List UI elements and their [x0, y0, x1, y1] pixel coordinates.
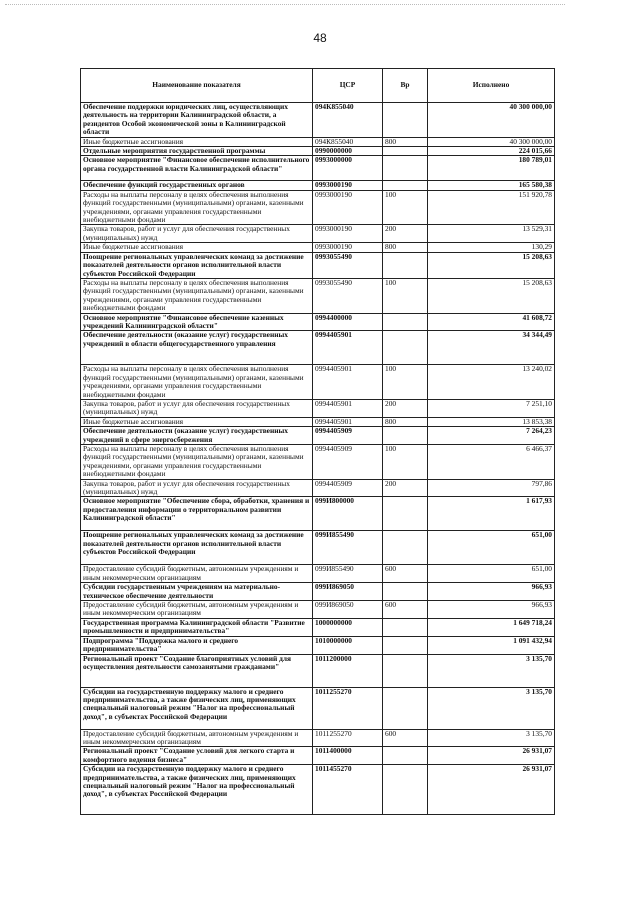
row-vr-code: 200	[383, 225, 428, 243]
row-csr-code: 094К855040	[313, 103, 383, 138]
row-executed-amount: 1 617,93	[428, 497, 555, 531]
table-row	[81, 531, 555, 565]
row-csr-code: 0994405909	[313, 427, 383, 445]
table-body	[81, 103, 555, 815]
row-vr-code	[383, 156, 428, 181]
table-row	[81, 225, 555, 243]
row-executed-amount: 1 091 432,94	[428, 636, 555, 654]
row-indicator-name: Расходы на выплаты персоналу в целях обеспечения выполнения функций государственными (муниципальными) органами, казенными учреждениями, органами управления государственными внебюджетными фондами	[81, 278, 313, 313]
row-indicator-name: Предоставление субсидий бюджетным, автономным учреждениям и иным некоммерческим организациям	[81, 601, 313, 619]
table-row	[81, 747, 555, 765]
row-vr-code	[383, 531, 428, 565]
row-vr-code: 800	[383, 243, 428, 252]
table-row	[81, 565, 555, 583]
row-executed-amount: 180 789,01	[428, 156, 555, 181]
row-indicator-name: Субсидии на государственную поддержку малого и среднего предпринимательства, а также физических лиц, применяющих специальный налоговый режим "Налог на профессиональный доход", в субъектах Российской Федерации	[81, 687, 313, 729]
page-number: 48	[313, 31, 327, 45]
table-row	[81, 278, 555, 313]
row-csr-code: 0994405901	[313, 365, 383, 400]
row-indicator-name: Предоставление субсидий бюджетным, автономным учреждениям и иным некоммерческим организациям	[81, 565, 313, 583]
row-executed-amount: 151 920,78	[428, 190, 555, 225]
row-executed-amount: 15 208,63	[428, 278, 555, 313]
table-row	[81, 427, 555, 445]
row-executed-amount: 651,00	[428, 531, 555, 565]
row-indicator-name: Региональный проект "Создание благоприятных условий для осуществления деятельности самозанятыми гражданами"	[81, 654, 313, 687]
row-vr-code: 200	[383, 399, 428, 417]
table-row	[81, 331, 555, 365]
row-indicator-name: Предоставление субсидий бюджетным, автономным учреждениям и иным некоммерческим организациям	[81, 729, 313, 747]
row-csr-code: 0994405909	[313, 445, 383, 480]
row-indicator-name: Поощрение региональных управленческих команд за достижение показателей деятельности органов исполнительной власти субъектов Российской Федерации	[81, 531, 313, 565]
table-row	[81, 417, 555, 426]
row-vr-code	[383, 654, 428, 687]
row-vr-code	[383, 765, 428, 815]
row-csr-code: 1011200000	[313, 654, 383, 687]
row-indicator-name: Субсидии на государственную поддержку малого и среднего предпринимательства, а также физических лиц, применяющих специальный налоговый режим "Налог на профессиональный доход", в субъектах Российской Федерации	[81, 765, 313, 815]
row-indicator-name: Закупка товаров, работ и услуг для обеспечения государственных (муниципальных) нужд	[81, 399, 313, 417]
row-vr-code	[383, 103, 428, 138]
row-csr-code: 0993000000	[313, 156, 383, 181]
row-executed-amount: 34 344,49	[428, 331, 555, 365]
row-indicator-name: Закупка товаров, работ и услуг для обеспечения государственных (муниципальных) нужд	[81, 479, 313, 497]
row-executed-amount: 1 649 718,24	[428, 618, 555, 636]
row-csr-code: 0993000190	[313, 225, 383, 243]
row-indicator-name: Региональный проект "Создание условий для легкого старта и комфортного ведения бизнеса"	[81, 747, 313, 765]
row-indicator-name: Основное мероприятие "Обеспечение сбора, обработки, хранения и предоставления информации о территориальном развитии Калининградской области"	[81, 497, 313, 531]
budget-table	[80, 68, 555, 815]
row-executed-amount: 26 931,07	[428, 747, 555, 765]
row-executed-amount: 966,93	[428, 601, 555, 619]
table-row	[81, 636, 555, 654]
row-csr-code: 099И869050	[313, 601, 383, 619]
row-csr-code: 0994405901	[313, 331, 383, 365]
row-indicator-name: Обеспечение функций государственных органов	[81, 181, 313, 190]
table-row	[81, 365, 555, 400]
table-row	[81, 156, 555, 181]
row-vr-code	[383, 313, 428, 331]
table-row	[81, 497, 555, 531]
row-vr-code	[383, 747, 428, 765]
row-executed-amount: 6 466,37	[428, 445, 555, 480]
row-csr-code: 0990000000	[313, 147, 383, 156]
header-csr: ЦСР	[313, 69, 383, 103]
table-row	[81, 137, 555, 146]
row-vr-code: 800	[383, 137, 428, 146]
row-executed-amount: 7 264,23	[428, 427, 555, 445]
table-row	[81, 618, 555, 636]
row-indicator-name: Обеспечение деятельности (оказание услуг) государственных учреждений в сфере энергосбережения	[81, 427, 313, 445]
table-row	[81, 445, 555, 480]
row-executed-amount: 165 580,38	[428, 181, 555, 190]
table-row	[81, 479, 555, 497]
row-indicator-name: Расходы на выплаты персоналу в целях обеспечения выполнения функций государственными (муниципальными) органами, казенными учреждениями, органами управления государственными внебюджетными фондами	[81, 445, 313, 480]
row-executed-amount: 966,93	[428, 583, 555, 601]
row-executed-amount: 797,86	[428, 479, 555, 497]
row-csr-code: 0994405909	[313, 479, 383, 497]
row-executed-amount: 13 240,02	[428, 365, 555, 400]
table-row	[81, 765, 555, 815]
row-vr-code	[383, 181, 428, 190]
row-csr-code: 0994405901	[313, 417, 383, 426]
row-csr-code: 0993000190	[313, 190, 383, 225]
row-vr-code: 100	[383, 278, 428, 313]
row-csr-code: 099И855490	[313, 531, 383, 565]
table-row	[81, 601, 555, 619]
row-csr-code: 1011255270	[313, 729, 383, 747]
table-row	[81, 181, 555, 190]
row-csr-code: 094К855040	[313, 137, 383, 146]
row-executed-amount: 651,00	[428, 565, 555, 583]
row-csr-code: 0994400000	[313, 313, 383, 331]
row-executed-amount: 26 931,07	[428, 765, 555, 815]
row-executed-amount: 41 608,72	[428, 313, 555, 331]
row-vr-code: 100	[383, 365, 428, 400]
header-executed: Исполнено	[428, 69, 555, 103]
row-vr-code	[383, 583, 428, 601]
row-indicator-name: Иные бюджетные ассигнования	[81, 417, 313, 426]
table-row	[81, 243, 555, 252]
table-row	[81, 729, 555, 747]
table-row	[81, 147, 555, 156]
row-csr-code: 1011455270	[313, 765, 383, 815]
row-executed-amount: 224 015,66	[428, 147, 555, 156]
row-vr-code: 100	[383, 445, 428, 480]
header-vr: Вр	[383, 69, 428, 103]
row-csr-code: 1011400000	[313, 747, 383, 765]
row-executed-amount: 3 135,70	[428, 729, 555, 747]
table-row	[81, 583, 555, 601]
table-row	[81, 399, 555, 417]
row-vr-code	[383, 331, 428, 365]
table-row	[81, 687, 555, 729]
row-indicator-name: Государственная программа Калининградской области "Развитие промышленности и предпринимательства"	[81, 618, 313, 636]
row-executed-amount: 13 529,31	[428, 225, 555, 243]
row-indicator-name: Закупка товаров, работ и услуг для обеспечения государственных (муниципальных) нужд	[81, 225, 313, 243]
row-vr-code: 800	[383, 417, 428, 426]
row-vr-code: 200	[383, 479, 428, 497]
row-indicator-name: Обеспечение деятельности (оказание услуг) государственных учреждений в области общегосударственного управления	[81, 331, 313, 365]
row-vr-code	[383, 147, 428, 156]
row-vr-code: 600	[383, 729, 428, 747]
row-vr-code	[383, 427, 428, 445]
row-vr-code: 100	[383, 190, 428, 225]
row-executed-amount: 40 300 000,00	[428, 137, 555, 146]
row-executed-amount: 130,29	[428, 243, 555, 252]
row-csr-code: 0993000190	[313, 181, 383, 190]
row-csr-code: 099И869050	[313, 583, 383, 601]
row-vr-code	[383, 497, 428, 531]
row-executed-amount: 40 300 000,00	[428, 103, 555, 138]
row-csr-code: 0993000190	[313, 243, 383, 252]
row-executed-amount: 3 135,70	[428, 654, 555, 687]
row-indicator-name: Основное мероприятие "Финансовое обеспечение казенных учреждений Калининградской области"	[81, 313, 313, 331]
table-header-row	[81, 69, 555, 103]
row-indicator-name: Иные бюджетные ассигнования	[81, 137, 313, 146]
row-indicator-name: Поощрение региональных управленческих команд за достижение показателей деятельности органов исполнительной власти субъектов Российской Федерации	[81, 252, 313, 278]
row-indicator-name: Отдельные мероприятия государственной программы	[81, 147, 313, 156]
row-indicator-name: Субсидии государственным учреждениям на материально-техническое обеспечение деятельности	[81, 583, 313, 601]
scan-edge-line	[5, 4, 565, 6]
row-vr-code: 600	[383, 601, 428, 619]
row-indicator-name: Иные бюджетные ассигнования	[81, 243, 313, 252]
row-executed-amount: 15 208,63	[428, 252, 555, 278]
table-row	[81, 654, 555, 687]
row-csr-code: 099И855490	[313, 565, 383, 583]
row-vr-code	[383, 636, 428, 654]
table-row	[81, 190, 555, 225]
row-csr-code: 1010000000	[313, 636, 383, 654]
row-executed-amount: 3 135,70	[428, 687, 555, 729]
row-vr-code	[383, 252, 428, 278]
row-csr-code: 0993055490	[313, 252, 383, 278]
row-vr-code: 600	[383, 565, 428, 583]
row-executed-amount: 7 251,10	[428, 399, 555, 417]
row-indicator-name: Подпрограмма "Поддержка малого и среднего предпринимательства"	[81, 636, 313, 654]
row-indicator-name: Расходы на выплаты персоналу в целях обеспечения выполнения функций государственными (муниципальными) органами, казенными учреждениями, органами управления государственными внебюджетными фондами	[81, 365, 313, 400]
header-indicator-name: Наименование показателя	[81, 69, 313, 103]
row-executed-amount: 13 853,38	[428, 417, 555, 426]
row-csr-code: 1000000000	[313, 618, 383, 636]
table-row	[81, 313, 555, 331]
row-csr-code: 1011255270	[313, 687, 383, 729]
row-csr-code: 0994405901	[313, 399, 383, 417]
row-vr-code	[383, 618, 428, 636]
row-indicator-name: Обеспечение поддержки юридических лиц, осуществляющих деятельность на территории Калининградской области, а резидентов Особой экономической зоны в Калининградской области	[81, 103, 313, 138]
row-vr-code	[383, 687, 428, 729]
row-indicator-name: Расходы на выплаты персоналу в целях обеспечения выполнения функций государственными (муниципальными) органами, казенными учреждениями, органами управления государственными внебюджетными фондами	[81, 190, 313, 225]
table-row	[81, 103, 555, 138]
table-row	[81, 252, 555, 278]
row-csr-code: 099И800000	[313, 497, 383, 531]
row-indicator-name: Основное мероприятие "Финансовое обеспечение исполнительного органа государственной власти Калининградской области"	[81, 156, 313, 181]
row-csr-code: 0993055490	[313, 278, 383, 313]
